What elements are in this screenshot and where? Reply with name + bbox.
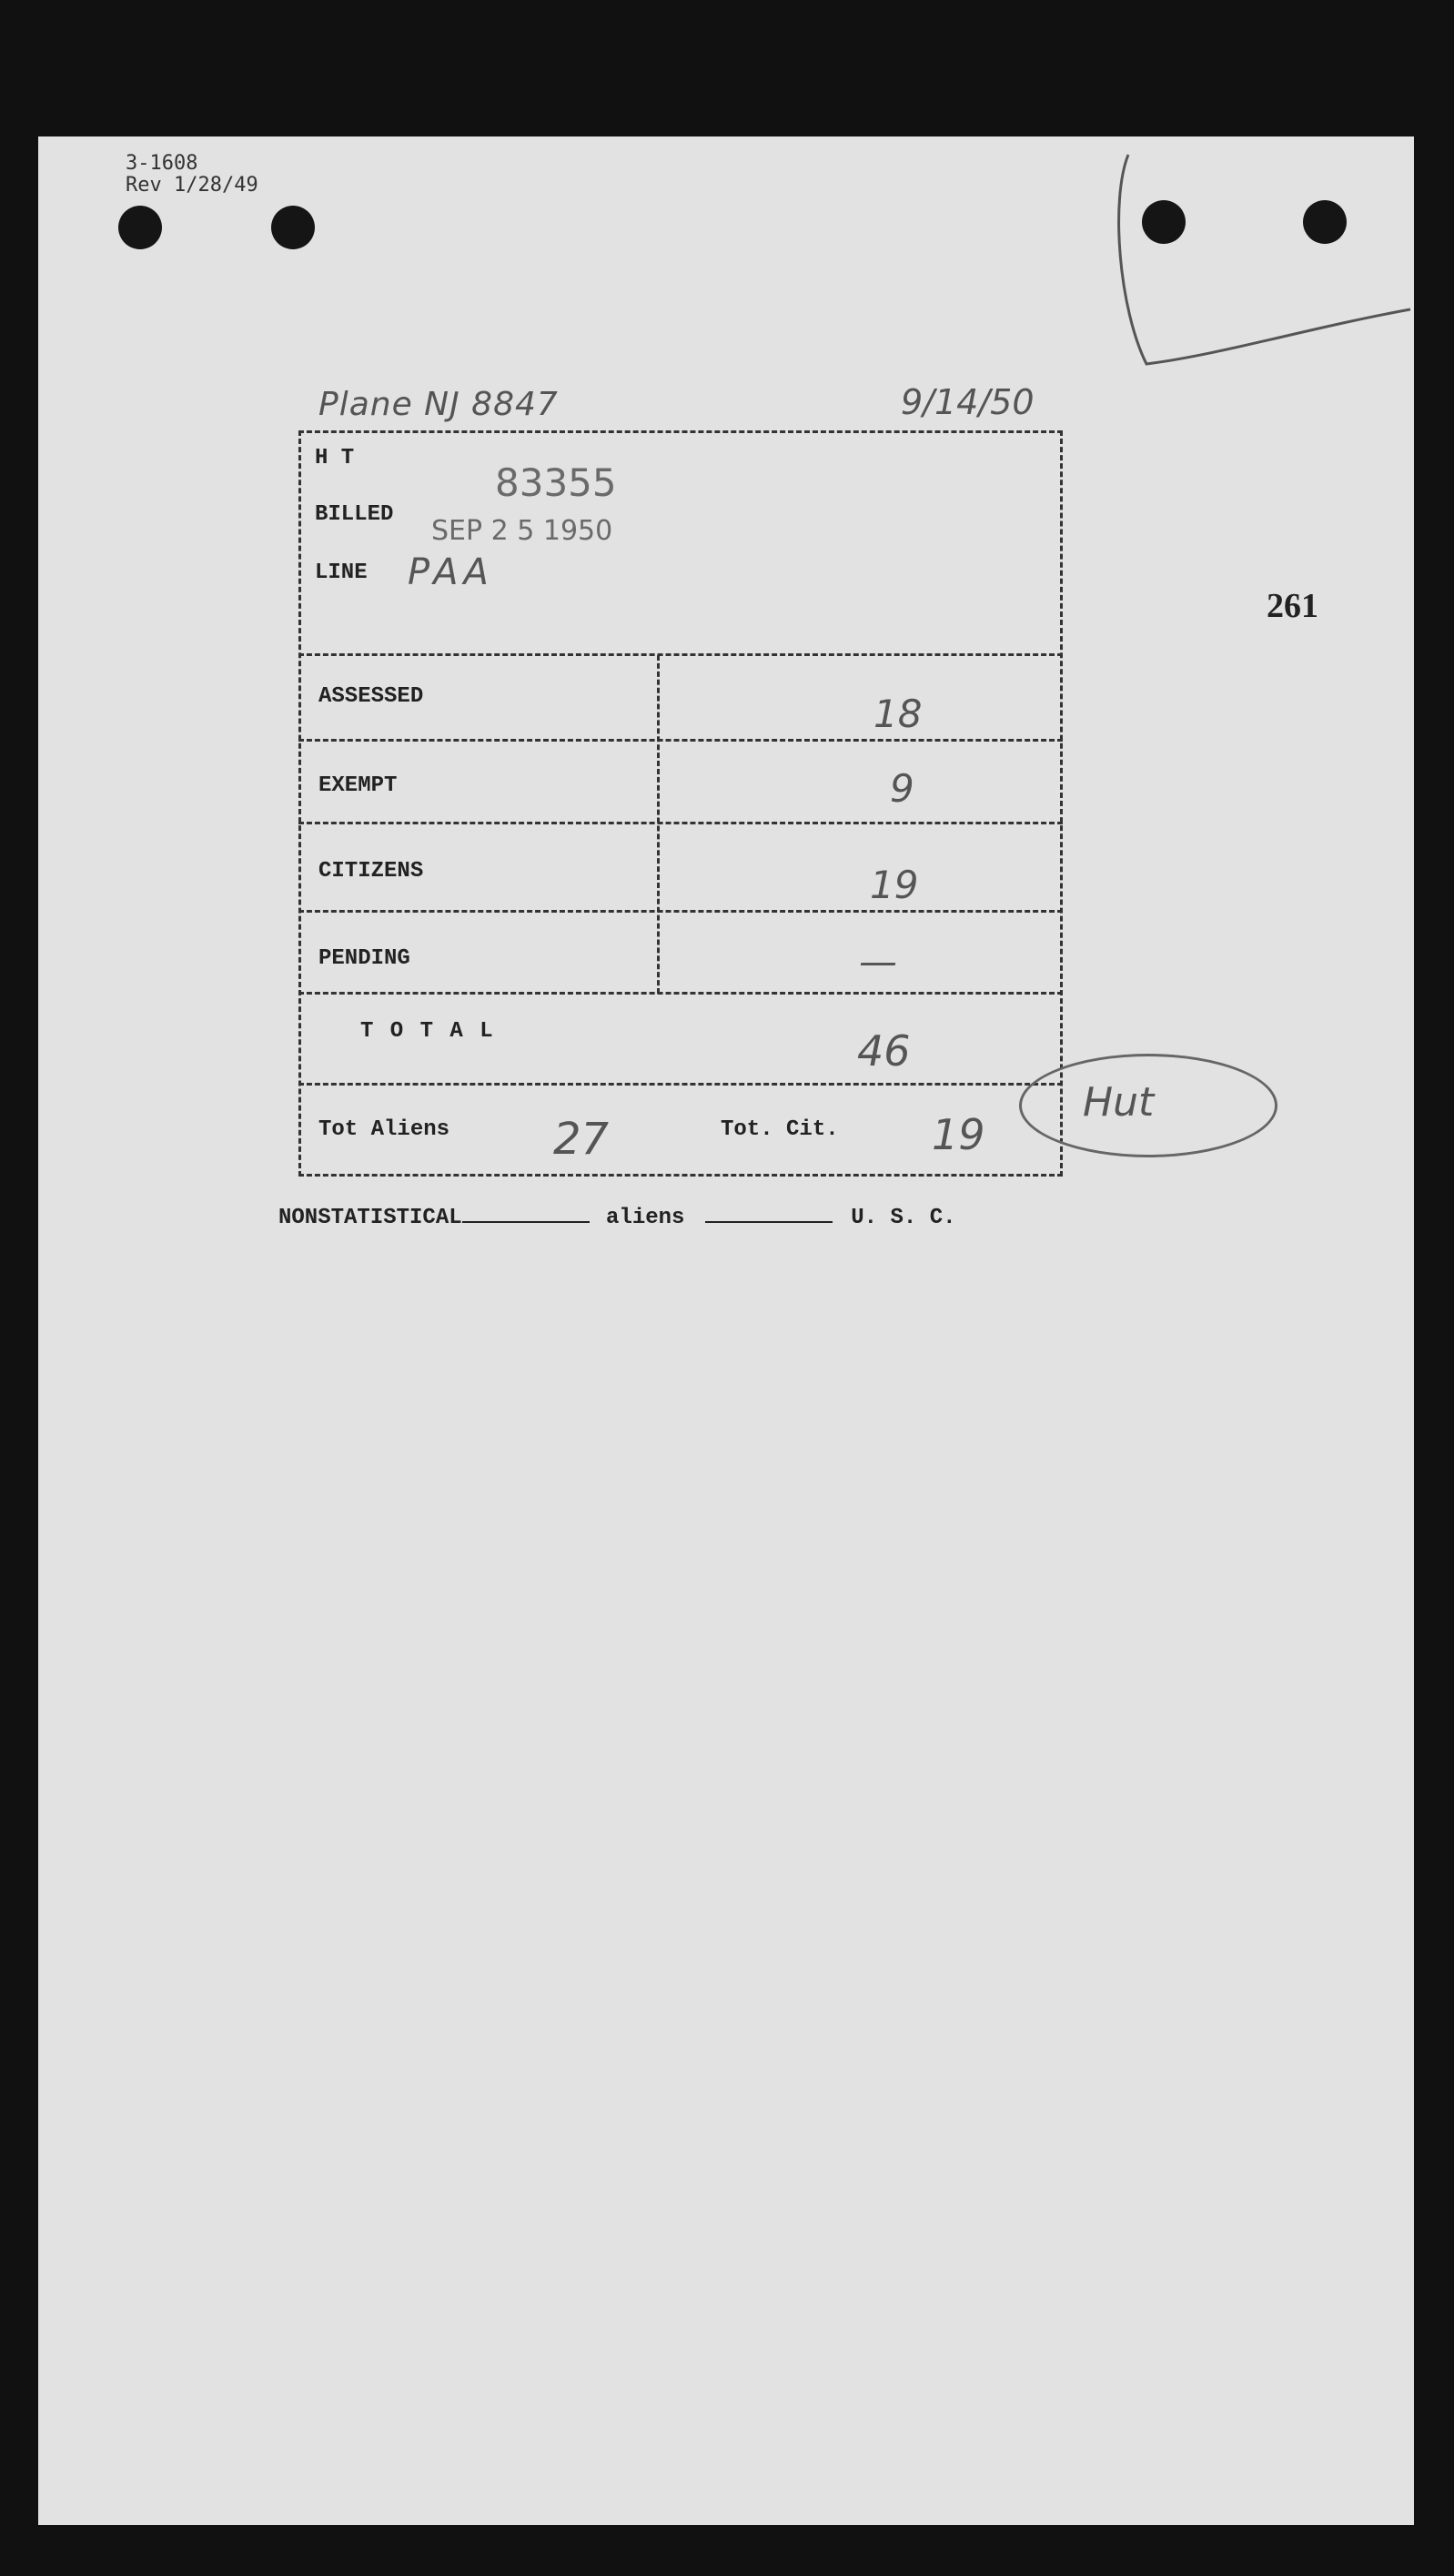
aliens-blank [705,1203,833,1223]
punch-hole-1 [118,206,162,249]
statistics-table [298,430,1063,1177]
table-divider [298,739,1063,742]
nonstatistical-line [278,1203,956,1230]
table-divider [298,653,1063,656]
usc-label: U. S. C. [851,1206,956,1230]
tot-cit-value: 19 [932,1110,985,1159]
line-label: LINE [315,561,368,585]
initials: Hut [1083,1079,1155,1126]
exempt-label: EXEMPT [318,773,398,798]
pending-value: — [859,939,897,984]
punch-hole-2 [271,206,315,249]
pending-label: PENDING [318,946,410,971]
nonstatistical-label: NONSTATISTICAL [278,1206,462,1230]
table-divider [298,1083,1063,1086]
plane-number: Plane NJ 8847 [318,386,559,423]
nonstatistical-blank [462,1203,590,1223]
billed-date-stamp: SEP 2 5 1950 [431,515,613,547]
billed-label: BILLED [315,502,394,527]
assessed-label: ASSESSED [318,684,424,709]
line-value: PAA [408,551,494,593]
total-value: 46 [857,1026,911,1076]
aliens-label: aliens [606,1206,685,1230]
citizens-value: 19 [870,863,919,907]
page-number: 261 [1267,587,1318,625]
assessed-value: 18 [873,692,923,736]
table-divider [298,910,1063,913]
form-revision: Rev 1/28/49 [126,174,258,197]
form-number: 3-1608 [126,152,198,175]
exempt-value: 9 [890,766,914,811]
tot-cit-label: Tot. Cit. [721,1117,839,1142]
handwritten-date: 9/14/50 [901,382,1035,422]
pen-stroke-mark [1110,146,1419,382]
tot-aliens-value: 27 [553,1114,610,1165]
table-divider [298,992,1063,995]
ht-label: H T [315,446,355,470]
total-label: T O T A L [360,1019,495,1044]
tot-aliens-label: Tot Aliens [318,1117,450,1142]
table-column-divider [657,655,660,994]
form-code [126,153,258,197]
table-divider [298,822,1063,824]
citizens-label: CITIZENS [318,859,424,884]
ht-number-stamp: 83355 [495,460,617,505]
